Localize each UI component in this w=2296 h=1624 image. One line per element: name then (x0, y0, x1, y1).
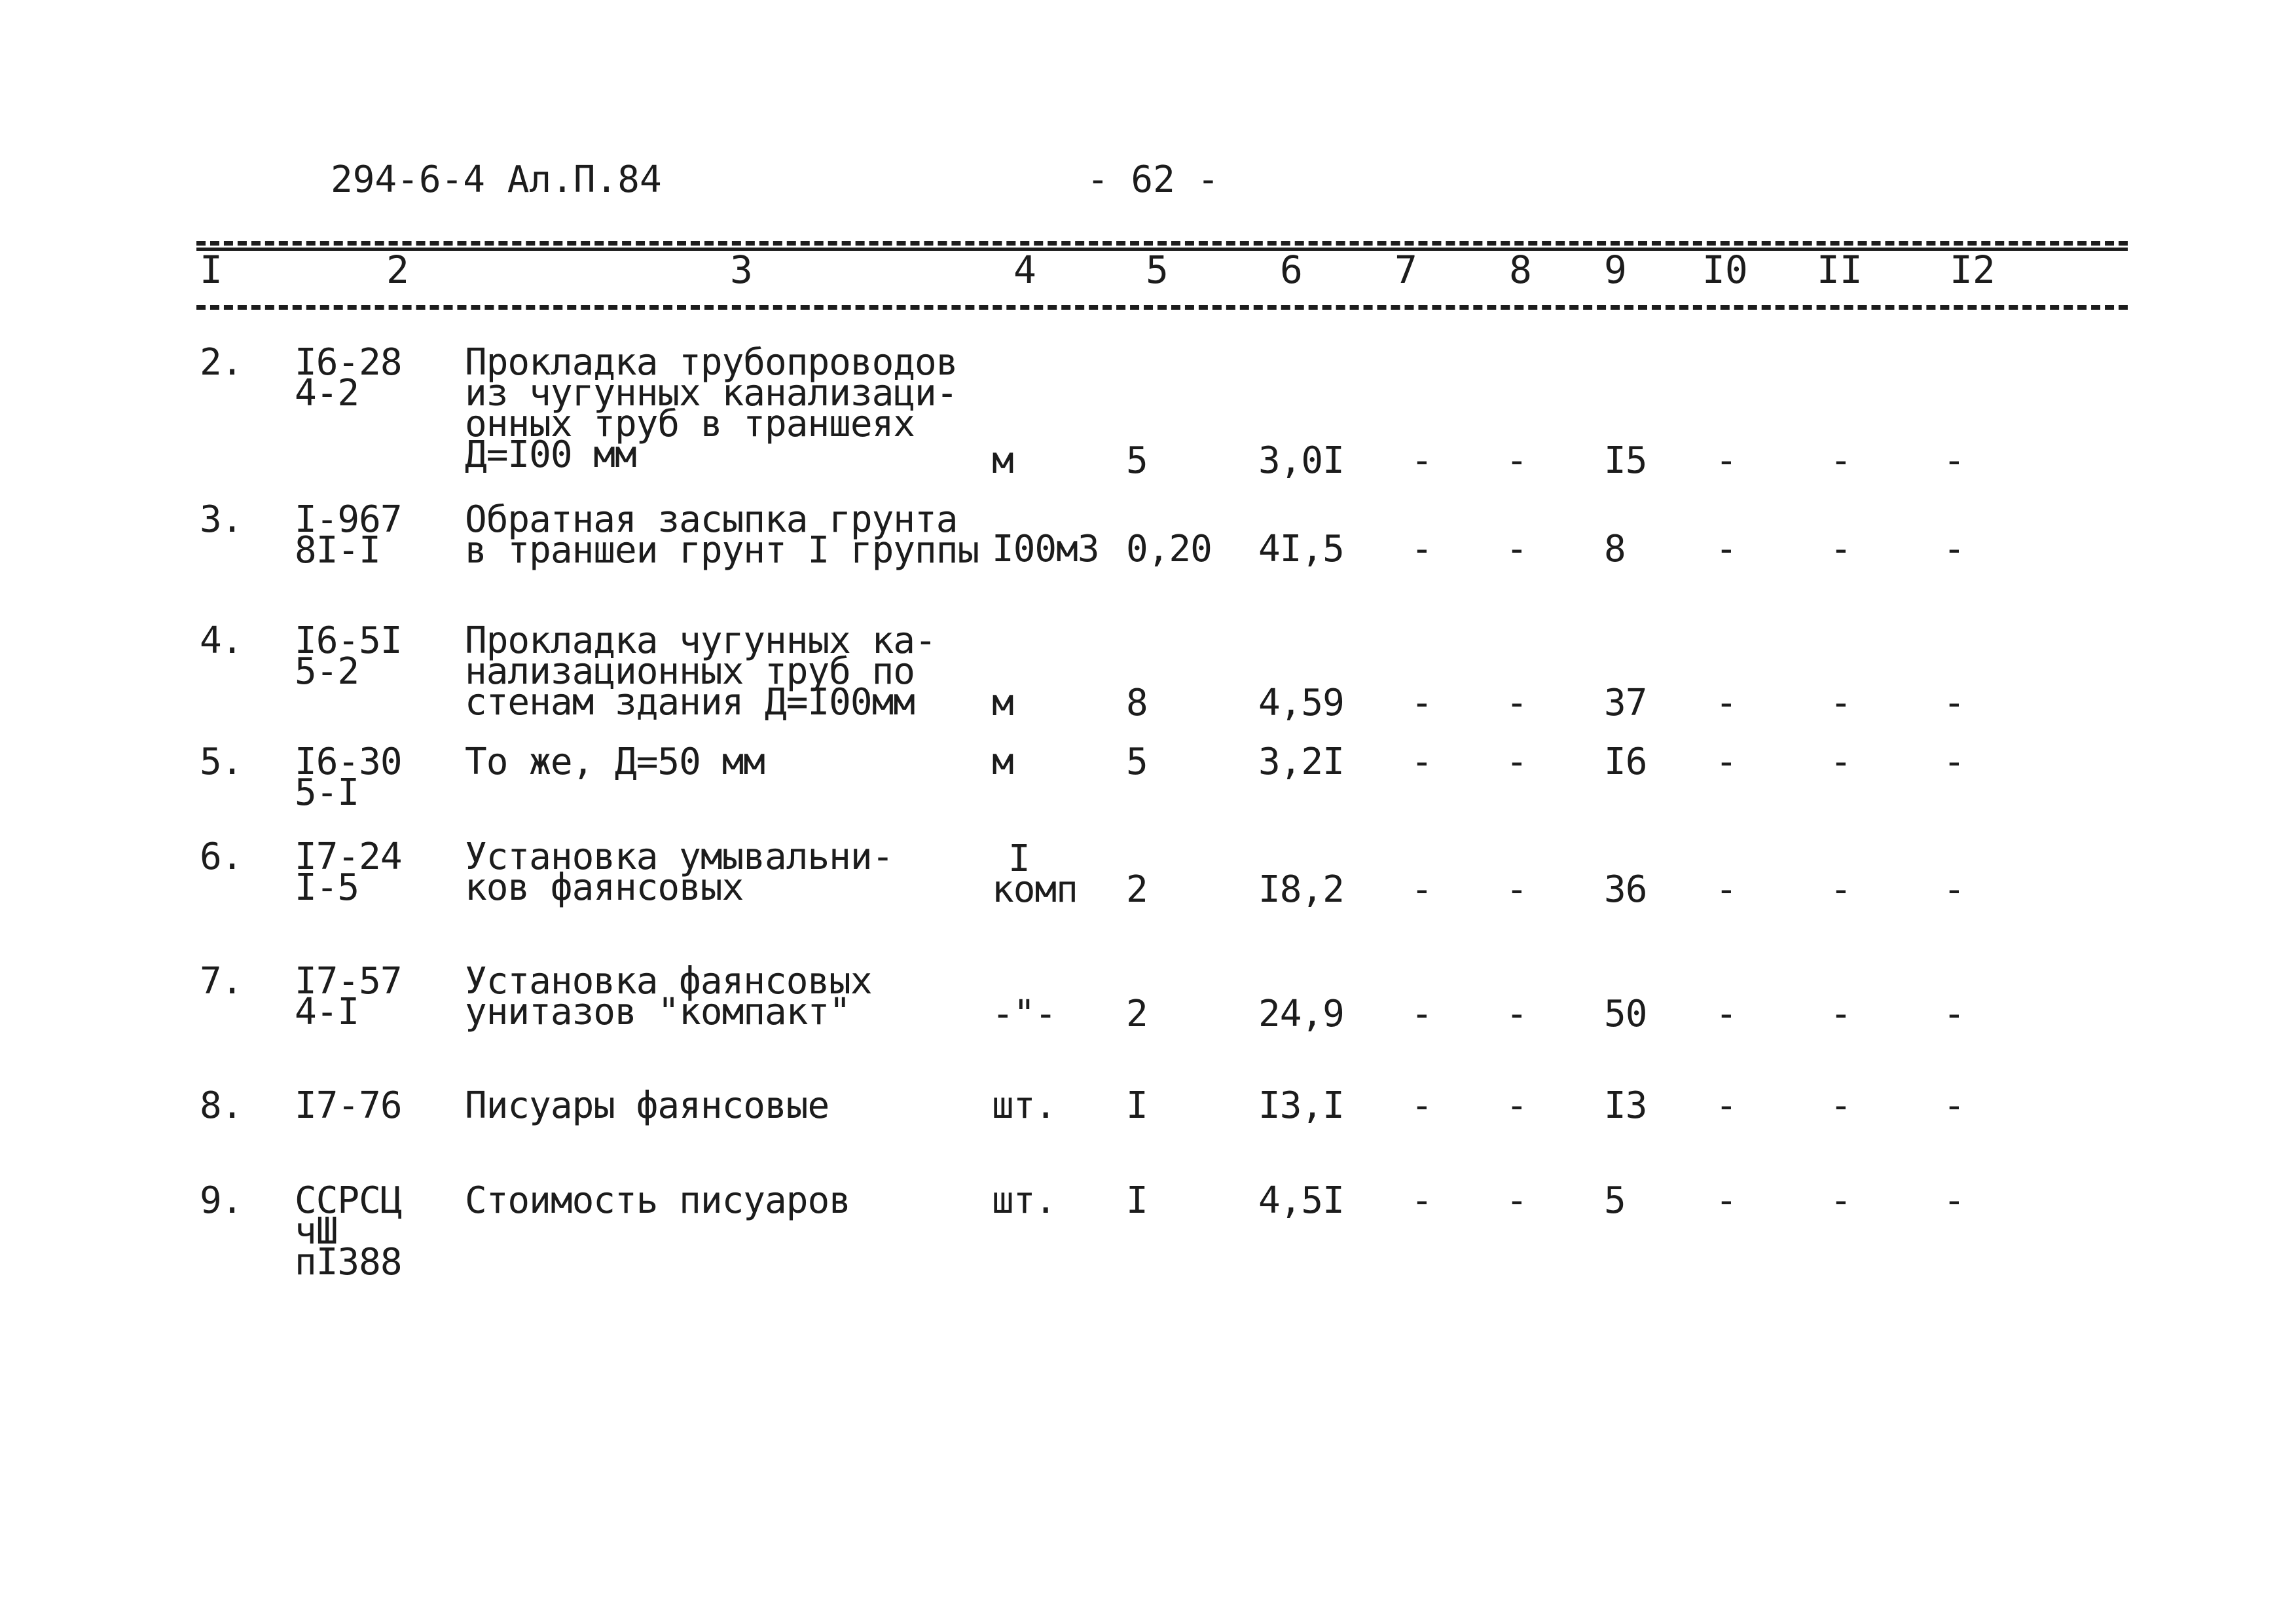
unit-price: I3,I (1258, 1084, 1344, 1127)
column-11-value: - (1830, 1084, 1851, 1127)
row-number: 3. (200, 498, 243, 541)
column-12-value: - (1943, 868, 1965, 911)
column-9-value: I6 (1604, 741, 1647, 783)
column-8-value: - (1506, 868, 1527, 911)
unit: м (992, 741, 1013, 783)
norm-code: пI388 (295, 1241, 402, 1283)
row-number: 7. (200, 960, 243, 1003)
column-12-value: - (1943, 741, 1965, 783)
work-description: из чугунных канализаци- (465, 372, 958, 415)
norm-code: I6-5I (295, 619, 402, 662)
column-number: 2 (386, 248, 409, 292)
norm-code: 5-I (295, 771, 359, 814)
unit-price: 4I,5 (1258, 528, 1344, 570)
norm-code: I6-28 (295, 341, 402, 384)
work-description: унитазов "компакт" (465, 991, 850, 1033)
row-number: 9. (200, 1179, 243, 1222)
column-11-value: - (1830, 682, 1851, 724)
quantity: I (1126, 1179, 1148, 1222)
column-11-value: - (1830, 868, 1851, 911)
unit-price: 3,2I (1258, 741, 1344, 783)
column-8-value: - (1506, 528, 1527, 570)
column-8-value: - (1506, 1084, 1527, 1127)
column-8-value: - (1506, 993, 1527, 1035)
norm-code: 4-I (295, 991, 359, 1033)
column-11-value: - (1830, 741, 1851, 783)
work-description: Д=I00 мм (465, 434, 636, 476)
norm-code: 8I-I (295, 529, 380, 572)
column-8-value: - (1506, 1179, 1527, 1222)
quantity: 5 (1126, 741, 1148, 783)
unit-quantity: I (1008, 838, 1030, 880)
column-8-value: - (1506, 741, 1527, 783)
norm-code: I6-30 (295, 741, 402, 783)
unit-price: 4,5I (1258, 1179, 1344, 1222)
quantity: I (1126, 1084, 1148, 1127)
unit: -"- (992, 993, 1057, 1035)
unit: м (992, 439, 1013, 482)
column-11-value: - (1830, 993, 1851, 1035)
column-number: 6 (1280, 248, 1303, 292)
column-number: 8 (1509, 248, 1532, 292)
column-10-value: - (1715, 993, 1737, 1035)
norm-code: 5-2 (295, 650, 359, 693)
unit-price: 4,59 (1258, 682, 1344, 724)
column-7-value: - (1411, 1084, 1432, 1127)
column-8-value: - (1506, 682, 1527, 724)
quantity: 8 (1126, 682, 1148, 724)
table-top-rule (196, 241, 2128, 246)
row-number: 2. (200, 341, 243, 384)
column-10-value: - (1715, 741, 1737, 783)
norm-code: I7-57 (295, 960, 402, 1003)
column-10-value: - (1715, 439, 1737, 482)
column-number: I2 (1950, 248, 1995, 292)
column-10-value: - (1715, 868, 1737, 911)
work-description: Прокладка трубопроводов (465, 341, 958, 384)
column-9-value: 50 (1604, 993, 1647, 1035)
norm-code: I-5 (295, 866, 359, 909)
unit-price: 3,0I (1258, 439, 1344, 482)
work-description: То же, Д=50 мм (465, 741, 765, 783)
column-7-value: - (1411, 682, 1432, 724)
column-11-value: - (1830, 1179, 1851, 1222)
column-11-value: - (1830, 439, 1851, 482)
unit: шт. (992, 1084, 1057, 1127)
unit: I00м3 (992, 528, 1099, 570)
column-7-value: - (1411, 1179, 1432, 1222)
column-9-value: 8 (1604, 528, 1626, 570)
norm-code: ССРСЦ (295, 1179, 402, 1222)
column-10-value: - (1715, 528, 1737, 570)
work-description: Прокладка чугунных ка- (465, 619, 936, 662)
work-description: Обратная засыпка грунта (465, 498, 958, 541)
work-description: ков фаянсовых (465, 866, 744, 909)
column-number: 7 (1394, 248, 1417, 292)
column-9-value: I3 (1604, 1084, 1647, 1127)
work-description: в траншеи грунт I группы (465, 529, 979, 572)
work-description: онных труб в траншеях (465, 403, 915, 445)
column-9-value: 37 (1604, 682, 1647, 724)
norm-code: I7-76 (295, 1084, 402, 1127)
column-7-value: - (1411, 993, 1432, 1035)
column-9-value: 36 (1604, 868, 1647, 911)
quantity: 5 (1126, 439, 1148, 482)
column-12-value: - (1943, 993, 1965, 1035)
column-7-value: - (1411, 439, 1432, 482)
unit: комп (992, 868, 1078, 911)
norm-code: чШ (295, 1210, 338, 1253)
column-12-value: - (1943, 682, 1965, 724)
page-number: - 62 - (1087, 158, 1220, 201)
column-number: I0 (1702, 248, 1748, 292)
column-7-value: - (1411, 528, 1432, 570)
header-bottom-rule (196, 305, 2128, 310)
column-number: 3 (730, 248, 753, 292)
work-description: Стоимость писуаров (465, 1179, 850, 1222)
column-7-value: - (1411, 868, 1432, 911)
column-11-value: - (1830, 528, 1851, 570)
unit: м (992, 682, 1013, 724)
quantity: 2 (1126, 993, 1148, 1035)
column-9-value: 5 (1604, 1179, 1626, 1222)
column-12-value: - (1943, 1084, 1965, 1127)
column-12-value: - (1943, 439, 1965, 482)
column-12-value: - (1943, 528, 1965, 570)
column-number: 4 (1013, 248, 1036, 292)
column-number: II (1817, 248, 1863, 292)
unit-price: I8,2 (1258, 868, 1344, 911)
column-number: 5 (1146, 248, 1169, 292)
column-10-value: - (1715, 1179, 1737, 1222)
work-description: Писуары фаянсовые (465, 1084, 829, 1127)
norm-code: I7-24 (295, 836, 402, 878)
quantity: 2 (1126, 868, 1148, 911)
row-number: 4. (200, 619, 243, 662)
column-7-value: - (1411, 741, 1432, 783)
norm-code: I-967 (295, 498, 402, 541)
quantity: 0,20 (1126, 528, 1212, 570)
norm-code: 4-2 (295, 372, 359, 415)
column-8-value: - (1506, 439, 1527, 482)
column-number: 9 (1604, 248, 1627, 292)
document-code: 294-6-4 Ал.П.84 (331, 158, 662, 201)
column-9-value: I5 (1604, 439, 1647, 482)
work-description: нализационных труб по (465, 650, 915, 693)
column-number: I (200, 248, 223, 292)
row-number: 6. (200, 836, 243, 878)
column-10-value: - (1715, 682, 1737, 724)
row-number: 8. (200, 1084, 243, 1127)
unit: шт. (992, 1179, 1057, 1222)
column-12-value: - (1943, 1179, 1965, 1222)
work-description: Установка умывальни- (465, 836, 894, 878)
column-10-value: - (1715, 1084, 1737, 1127)
work-description: Установка фаянсовых (465, 960, 872, 1003)
work-description: стенам здания Д=I00мм (465, 681, 915, 724)
row-number: 5. (200, 741, 243, 783)
unit-price: 24,9 (1258, 993, 1344, 1035)
